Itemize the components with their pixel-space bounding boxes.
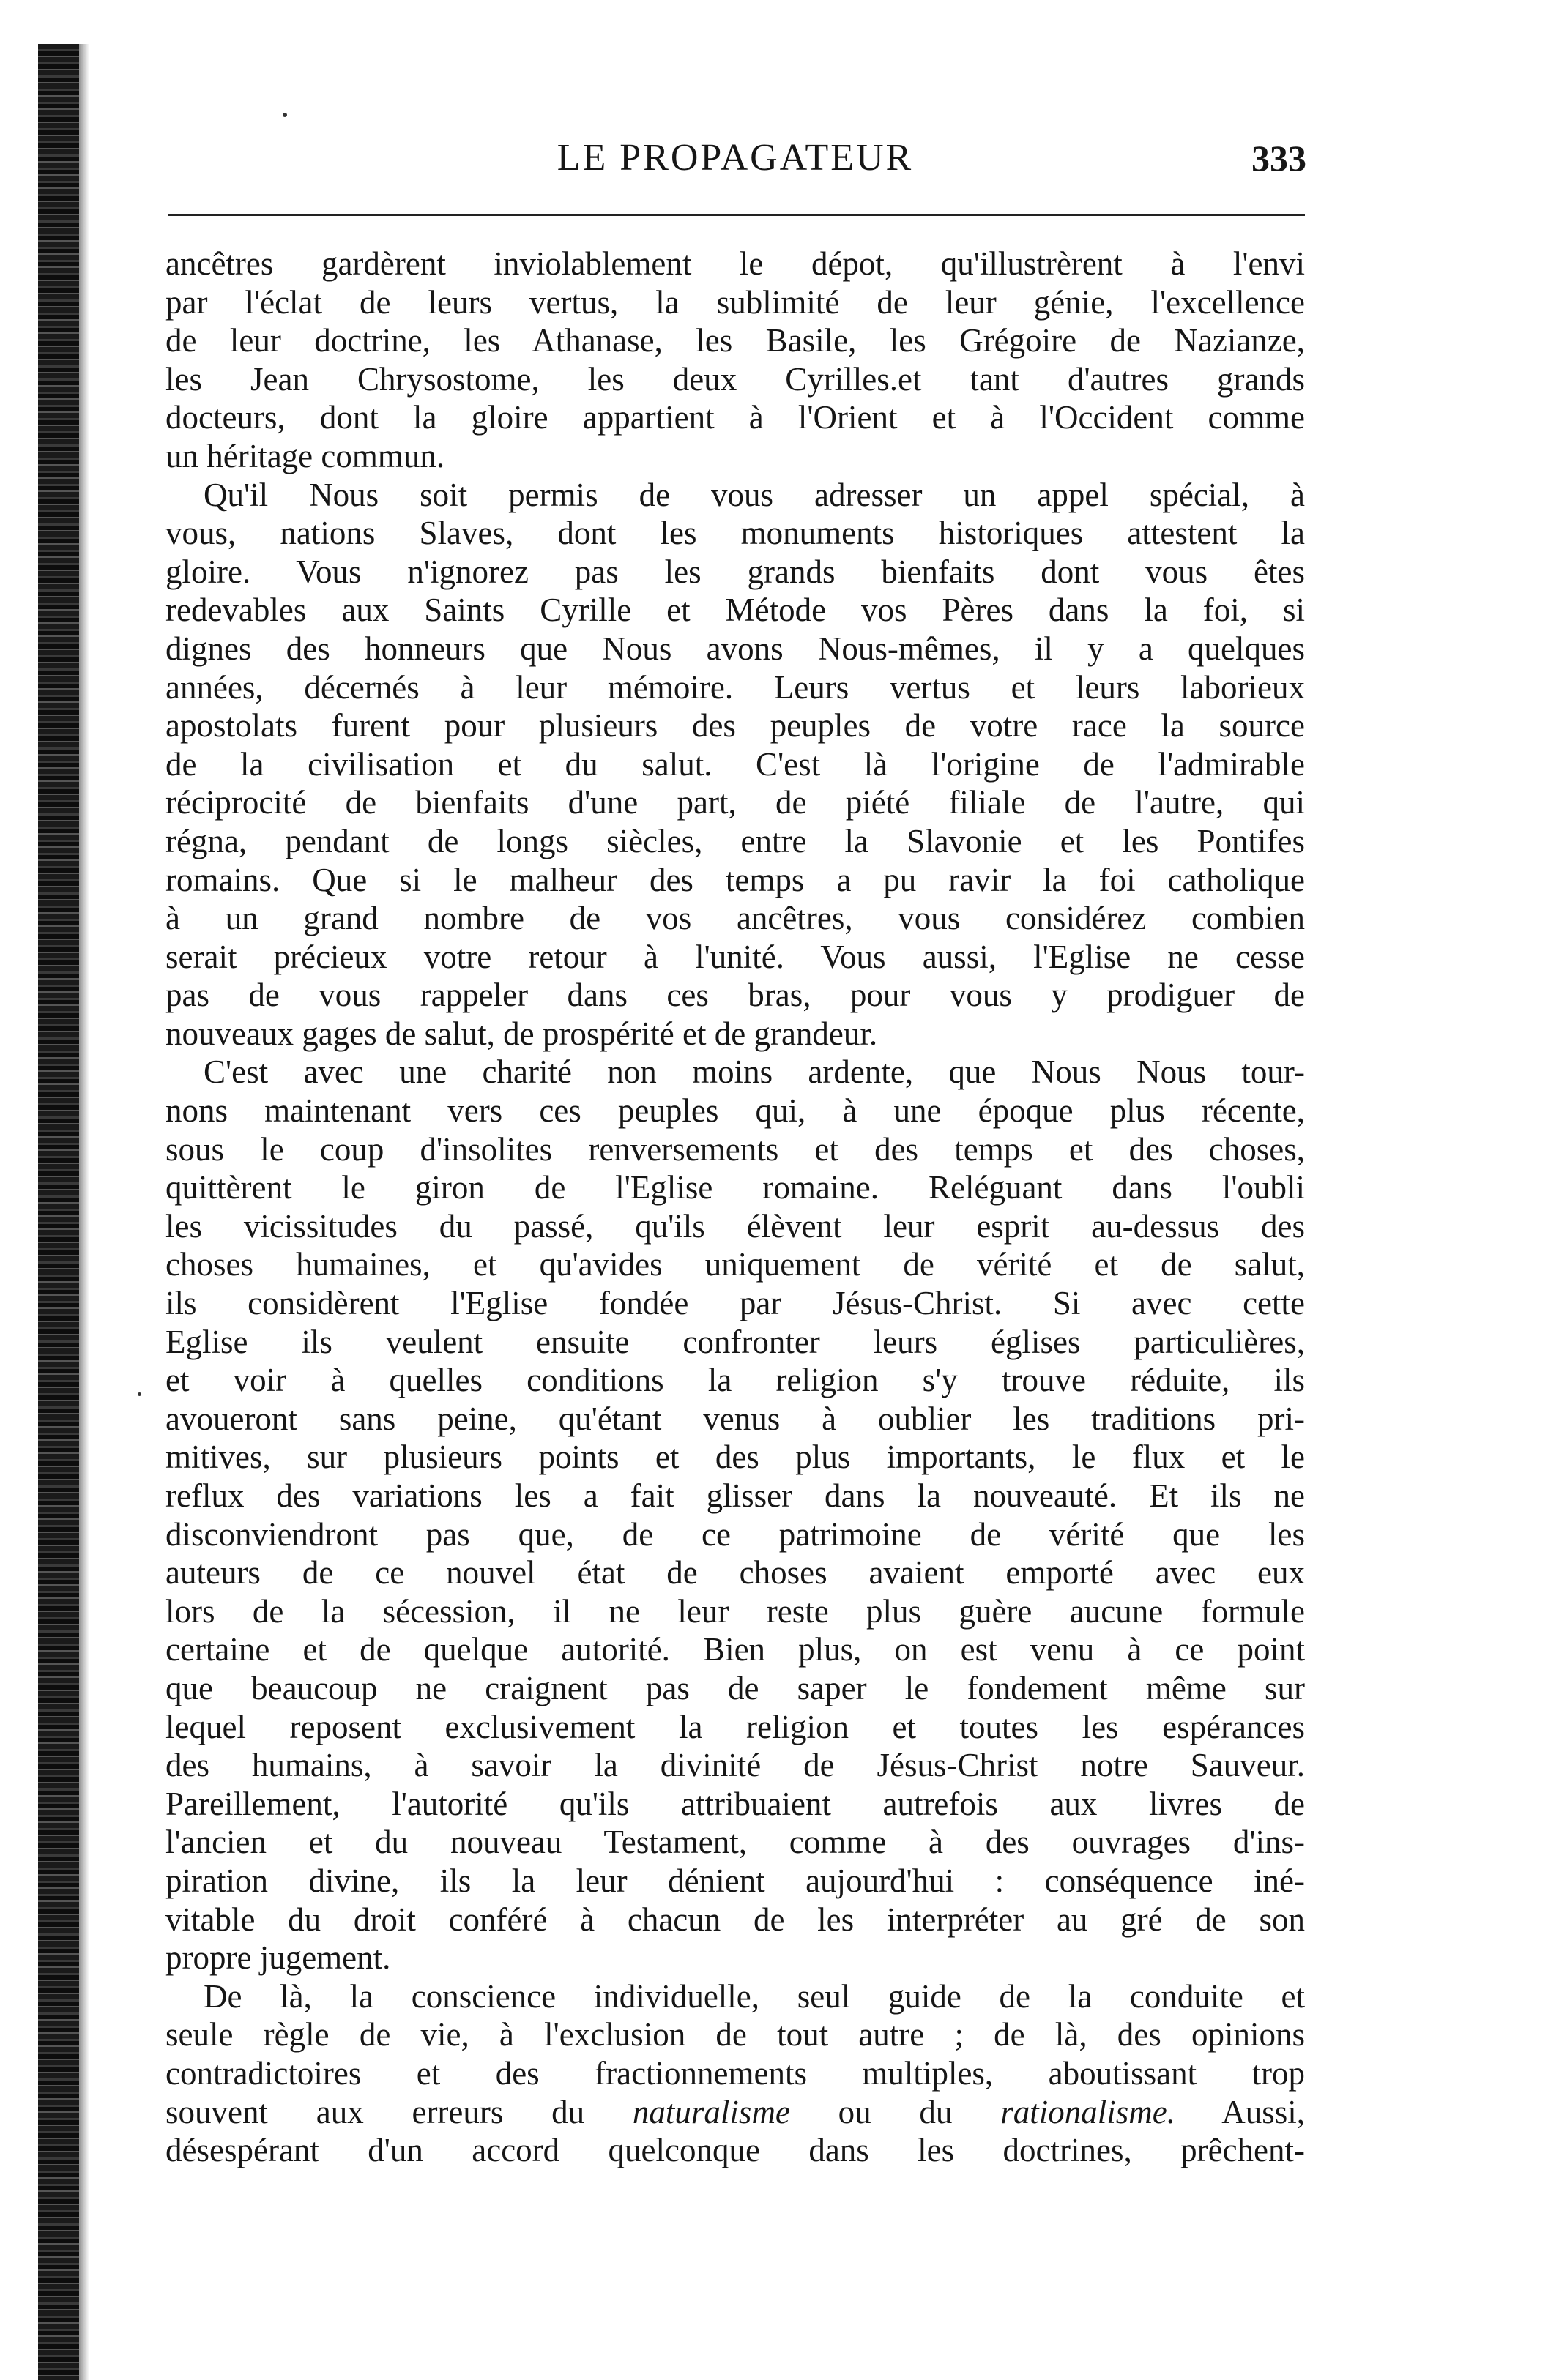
text-line: sous le coup d'insolites renversements et des temps et des choses, <box>165 1130 1305 1168</box>
text-line: certaine et de quelque autorité. Bien plus, on est venu à ce point <box>165 1631 1305 1668</box>
binding-shadow <box>79 44 89 2380</box>
text-line: de la civilisation et du salut. C'est là l'origine de l'admirable <box>165 745 1305 783</box>
text-line-with-italics <box>165 2093 1305 2132</box>
text-line: l'ancien et du nouveau Testament, comme à des ouvrages d'ins- <box>165 1824 1305 1861</box>
text-line: régna, pendant de longs siècles, entre la Slavonie et les Pontifes <box>165 822 1305 859</box>
text-line: gloire. Vous n'ignorez pas les grands bienfaits dont vous êtes <box>165 553 1305 590</box>
text-line: et voir à quelles conditions la religion s'y trouve réduite, ils <box>165 1362 1305 1399</box>
text-line: de leur doctrine, les Athanase, les Basile, les Grégoire de Nazianze, <box>165 322 1305 359</box>
italic-term-naturalisme: naturalisme <box>632 2093 790 2130</box>
text-line: que beaucoup ne craignent pas de saper le fondement même sur <box>165 1669 1305 1706</box>
text-line: reflux des variations les a fait glisser dans la nouveauté. Et ils ne <box>165 1477 1305 1514</box>
print-speck <box>283 113 287 117</box>
text-span: souvent aux erreurs du <box>165 2093 633 2130</box>
text-line: années, décernés à leur mémoire. Leurs vertus et leurs laborieux <box>165 668 1305 706</box>
page-header <box>164 136 1306 195</box>
text-line: romains. Que si le malheur des temps a pu ravir la foi catholique <box>165 861 1305 898</box>
text-line: choses humaines, et qu'avides uniquement de vérité et de salut, <box>165 1246 1305 1283</box>
paragraph-start-line: C'est avec une charité non moins ardente, que Nous Nous tour- <box>204 1053 1305 1091</box>
text-line: les vicissitudes du passé, qu'ils élèvent leur esprit au-dessus des <box>165 1207 1305 1245</box>
text-line: lors de la sécession, il ne leur reste plus guère aucune formule <box>165 1592 1305 1630</box>
text-line: désespérant d'un accord quelconque dans les doctrines, prêchent- <box>165 2132 1305 2169</box>
text-line: vitable du droit conféré à chacun de les interpréter au gré de son <box>165 1900 1305 1938</box>
text-line: avoueront sans peine, qu'étant venus à oublier les traditions pri- <box>165 1400 1305 1437</box>
text-span: ou du <box>789 2093 1001 2130</box>
paragraph-start-line: Qu'il Nous soit permis de vous adresser un appel spécial, à <box>204 476 1305 513</box>
text-line: apostolats furent pour plusieurs des peuples de votre race la source <box>165 707 1305 745</box>
running-title: LE PROPAGATEUR <box>557 137 914 179</box>
print-speck <box>138 1392 141 1396</box>
text-line: nouveaux gages de salut, de prospérité et de grandeur. <box>165 1015 878 1052</box>
text-line: auteurs de ce nouvel état de choses avaient emporté avec eux <box>165 1554 1305 1592</box>
text-line: Pareillement, l'autorité qu'ils attribuaient autrefois aux livres de <box>165 1785 1305 1822</box>
book-binding-edge <box>38 44 79 2380</box>
text-line: dignes des honneurs que Nous avons Nous-mêmes, il y a quelques <box>165 630 1305 667</box>
text-line: vous, nations Slaves, dont les monuments historiques attestent la <box>165 515 1305 552</box>
text-line: docteurs, dont la gloire appartient à l'Orient et à l'Occident comme <box>165 399 1305 436</box>
text-line: redevables aux Saints Cyrille et Métode vos Pères dans la foi, si <box>165 592 1305 629</box>
text-line: disconviendront pas que, de ce patrimoine de vérité que les <box>165 1515 1305 1553</box>
text-line: quittèrent le giron de l'Eglise romaine. Reléguant dans l'oubli <box>165 1169 1305 1206</box>
text-line: Eglise ils veulent ensuite confronter leurs églises particulières, <box>165 1323 1305 1360</box>
text-line: pas de vous rappeler dans ces bras, pour vous y prodiguer de <box>165 977 1305 1014</box>
body-text <box>165 245 1305 2170</box>
text-line: seule règle de vie, à l'exclusion de tout autre ; de là, des opinions <box>165 2016 1305 2053</box>
page-number: 333 <box>1251 138 1306 179</box>
text-line: ancêtres gardèrent inviolablement le dépot, qu'illustrèrent à l'envi <box>165 245 1305 282</box>
text-line: propre jugement. <box>165 1939 391 1977</box>
text-line: serait précieux votre retour à l'unité. Vous aussi, l'Eglise ne cesse <box>165 938 1305 975</box>
text-line: mitives, sur plusieurs points et des plus importants, le flux et le <box>165 1439 1305 1476</box>
text-line: les Jean Chrysostome, les deux Cyrilles.et tant d'autres grands <box>165 360 1305 398</box>
text-line: lequel reposent exclusivement la religion et toutes les espérances <box>165 1708 1305 1745</box>
text-line: à un grand nombre de vos ancêtres, vous considérez combien <box>165 900 1305 937</box>
italic-term-rationalisme: rationalisme. <box>1000 2093 1175 2130</box>
header-rule <box>168 214 1305 216</box>
text-line: contradictoires et des fractionnements multiples, aboutissant trop <box>165 2054 1305 2092</box>
paragraph-start-line: De là, la conscience individuelle, seul guide de la conduite et <box>204 1977 1305 2015</box>
text-line: piration divine, ils la leur dénient aujourd'hui : conséquence iné- <box>165 1862 1305 1899</box>
text-line: un héritage commun. <box>165 437 445 474</box>
text-line: nons maintenant vers ces peuples qui, à une époque plus récente, <box>165 1092 1305 1130</box>
text-line: des humains, à savoir la divinité de Jésus-Christ notre Sauveur. <box>165 1747 1305 1784</box>
text-line: réciprocité de bienfaits d'une part, de piété filiale de l'autre, qui <box>165 784 1305 821</box>
text-line: par l'éclat de leurs vertus, la sublimité de leur génie, l'excellence <box>165 283 1305 321</box>
text-span: Aussi, <box>1175 2093 1305 2130</box>
text-line: ils considèrent l'Eglise fondée par Jésus-Christ. Si avec cette <box>165 1285 1305 1322</box>
